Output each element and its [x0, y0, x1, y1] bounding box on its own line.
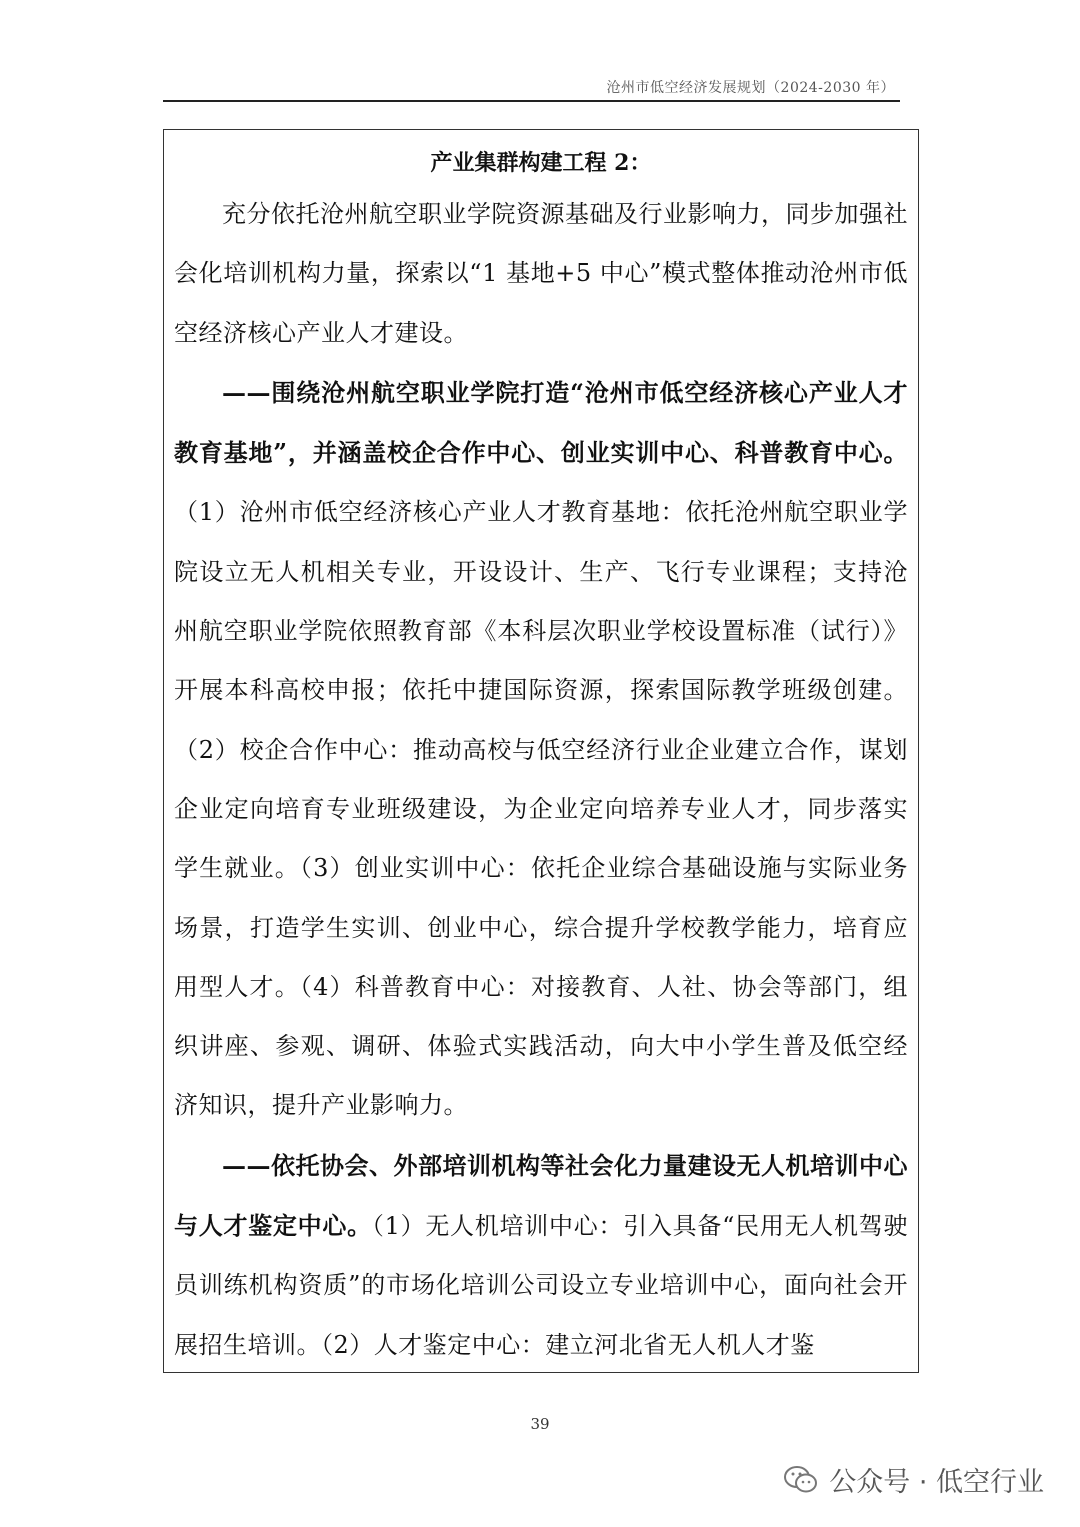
content-box [163, 129, 919, 1373]
paragraph-text: （1）沧州市低空经济核心产业人才教育基地：依托沧州航空职业学院设立无人机相关专业，开设设计、生产、飞行专业课程；支持沧州航空职业学院依照教育部《本科层次职业学校设置标准（试行）》开展本科高校申报；依托中捷国际资源，探索国际教学班级创建。（2）校企合作中心：推动高校与低空经济行业企业建立合作，谋划企业定向培育专业班级建设，为企业定向培养专业人才，同步落实学生就业。（3）创业实训中心：依托企业综合基础设施与实际业务场景，打造学生实训、创业中心，综合提升学校教学能力，培育应用型人才。（4）科普教育中心：对接教育、人社、协会等部门，组织讲座、参观、调研、体验式实践活动，向大中小学生普及低空经济知识，提升产业影响力。 [174, 498, 908, 1120]
header-rule [163, 100, 900, 102]
box-title: 产业集群构建工程 2： [430, 150, 652, 176]
paragraph-lead: ——围绕沧州航空职业学院打造“沧州市低空经济核心产业人才教育基地”，并涵盖校企合作中心、创业实训中心、科普教育中心。 [174, 377, 908, 468]
watermark [783, 1460, 1044, 1499]
paragraph-text: 充分依托沧州航空职业学院资源基础及行业影响力，同步加强社会化培训机构力量，探索以“1 基地+5 中心”模式整体推动沧州市低空经济核心产业人才建设。 [174, 200, 908, 347]
paragraph-lead: ——依托协会、外部培训机构等社会化力量建设无人机培训中心与人才鉴定中心。 [174, 1150, 908, 1241]
paragraph-training-center [174, 1136, 908, 1373]
watermark-text: 公众号 · 低空行业 [829, 1467, 1044, 1498]
paragraph-education-base [174, 363, 908, 1136]
paragraph-text: （1）无人机培训中心：引入具备“民用无人机驾驶员训练机构资质”的市场化培训公司设立专业培训中心，面向社会开展招生培训。（2）人才鉴定中心：建立河北省无人机人才鉴 [174, 1212, 908, 1359]
header-title: 沧州市低空经济发展规划（2024-2030 年） [606, 80, 895, 96]
page-number: 39 [530, 1415, 550, 1433]
wechat-icon [783, 1464, 819, 1496]
paragraph-intro [174, 184, 908, 363]
